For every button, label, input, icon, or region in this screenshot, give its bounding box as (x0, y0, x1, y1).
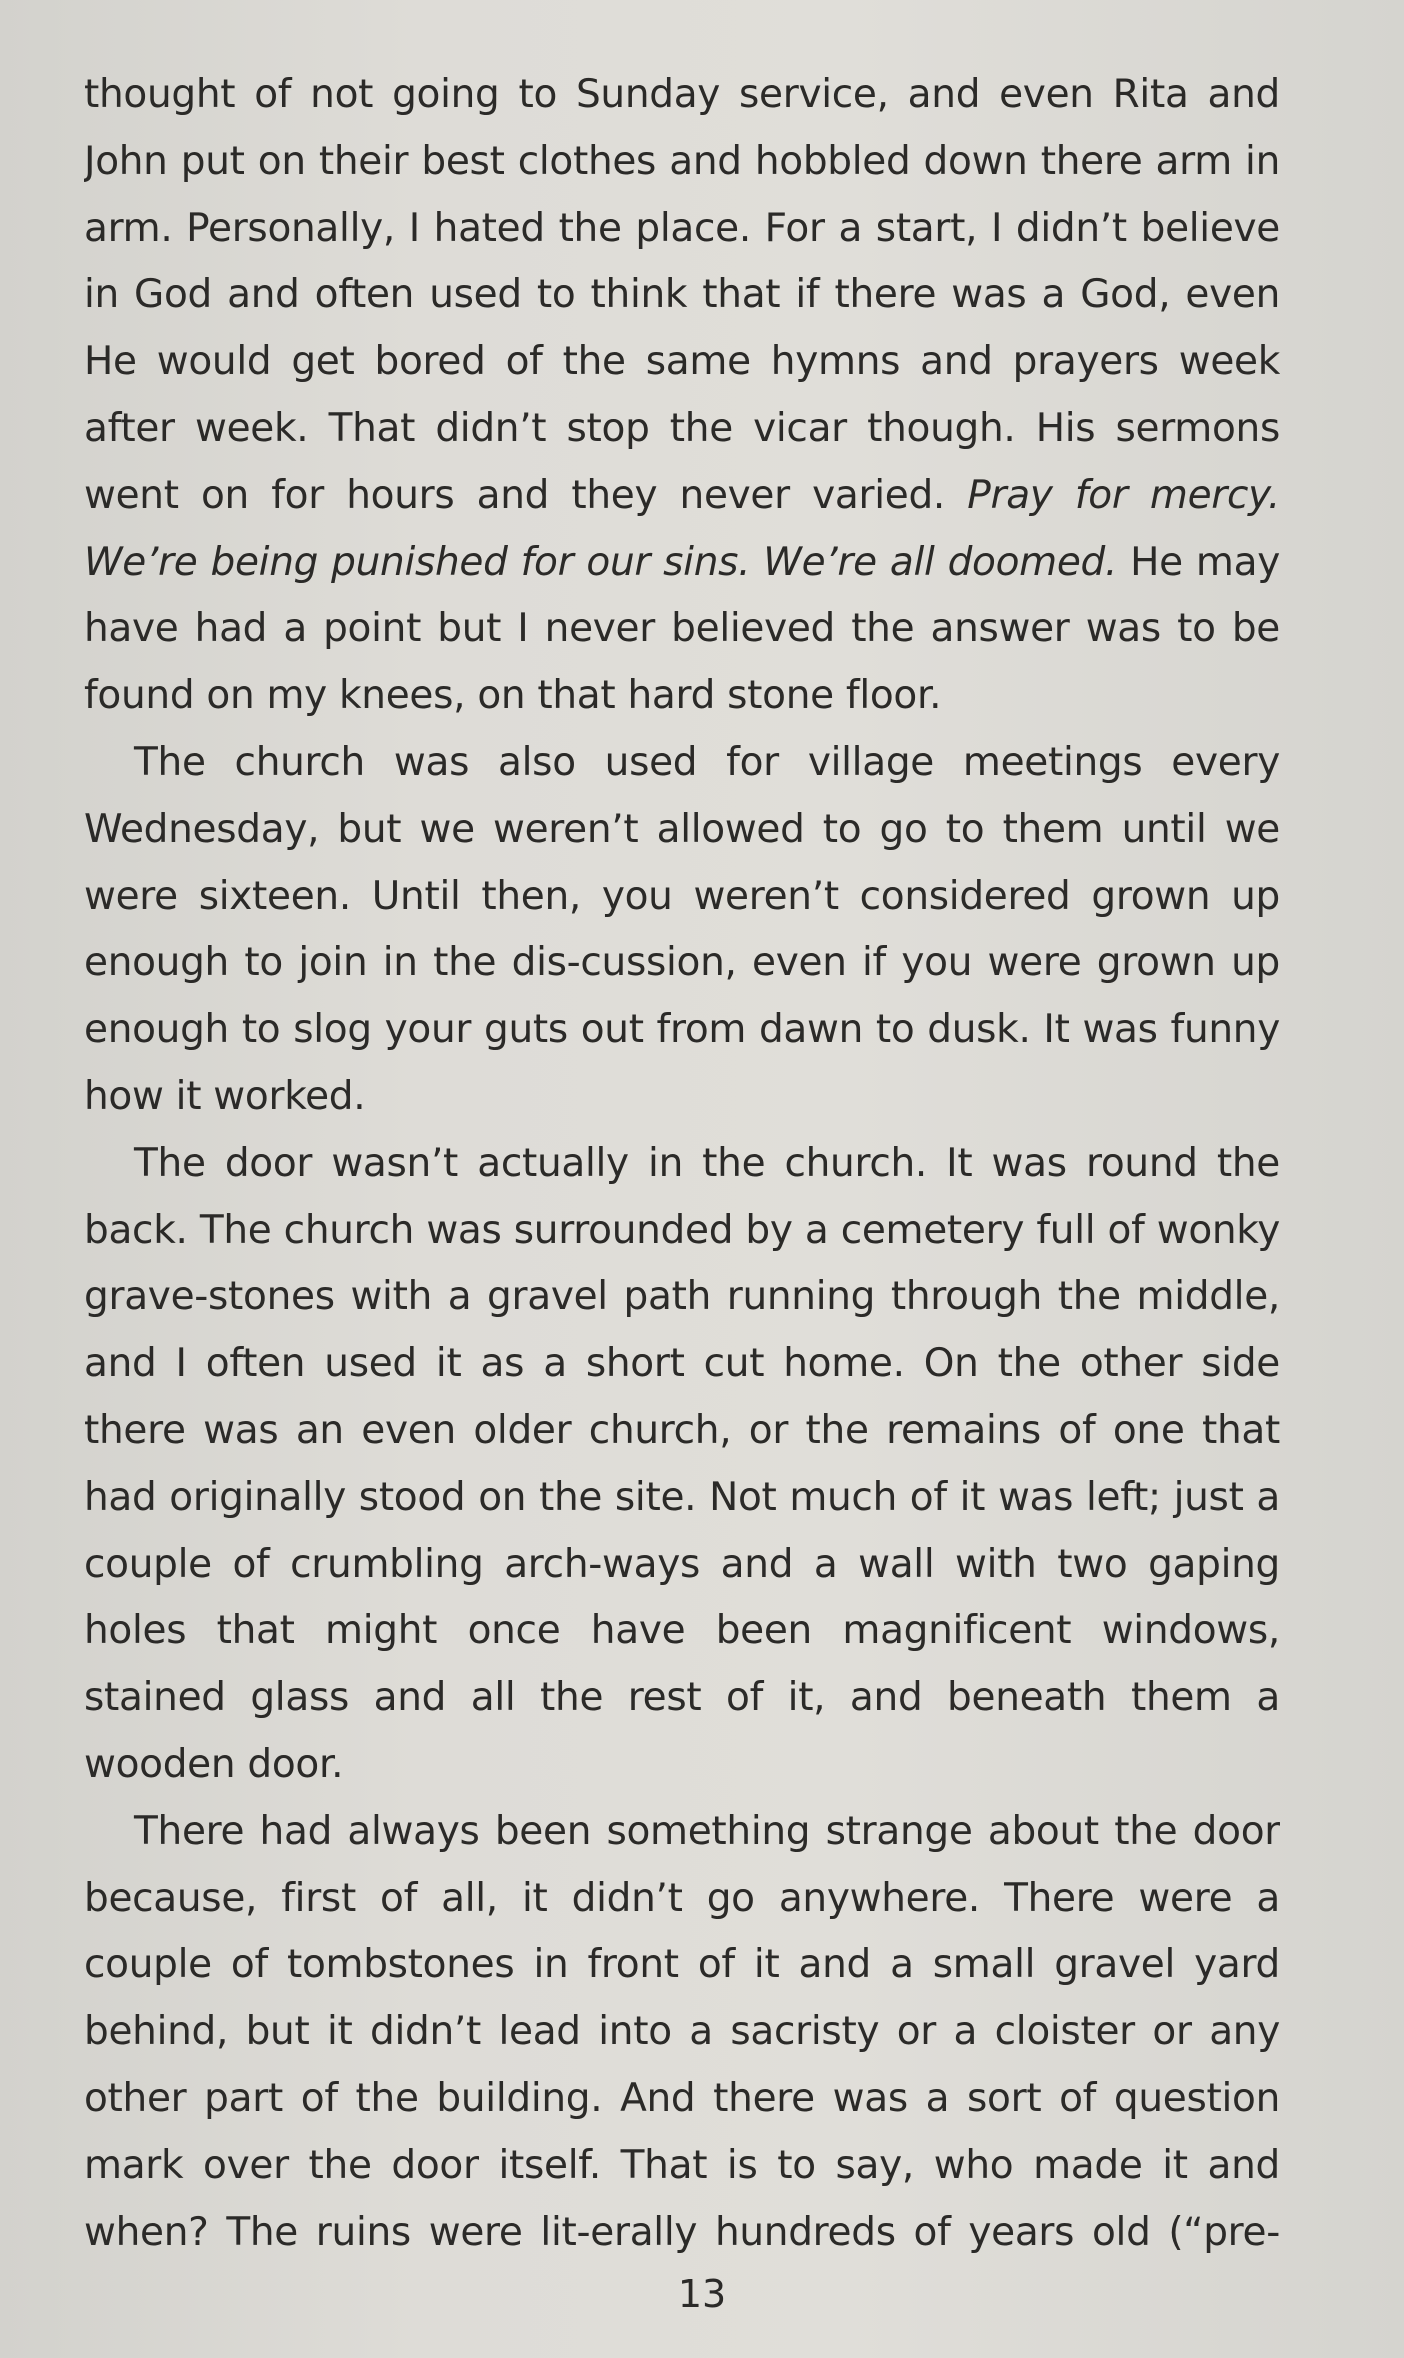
text-run: There had always been something strange about the door because, first of all, it didn’t go anywhere. There were a couple of tombstones in front of it and a small gravel yard behind, but it didn’t lead into a sacristy or a cloister or any other part of the building. And there was a sort of question mark over the door itself. That is to say, who made it and when? The ruins were lit-erally hundreds of years old (“pre- (84, 1808, 1280, 2255)
text-run: He may have had a point but I never believed the answer was to be found on my knees, on that hard stone floor. (84, 539, 1280, 719)
paragraph-3 (84, 1131, 1280, 1799)
paragraph-4 (84, 1799, 1280, 2262)
text-run: The church was also used for village meetings every Wednesday, but we weren’t allowed to go to them until we were sixteen. Until then, you weren’t considered grown up enough to join in the dis-cussion, even if you were grown up enough to slog your guts out from dawn to dusk. It was funny how it worked. (84, 739, 1280, 1119)
book-page (84, 62, 1280, 2262)
paragraph-1 (84, 62, 1280, 730)
italic-text-run: Pray for mercy. We’re being punished for our sins. We’re all doomed. (84, 472, 1280, 585)
text-run: thought of not going to Sunday service, and even Rita and John put on their best clothes and hobbled down there arm in arm. Personally, I hated the place. For a start, I didn’t believe in God and often used to think that if there was a God, even He would get bored of the same hymns and prayers week after week. That didn’t stop the vicar though. His sermons went on for hours and they never varied. (84, 72, 1280, 518)
text-run: The door wasn’t actually in the church. It was round the back. The church was surrounded by a cemetery full of wonky grave-stones with a gravel path running through the middle, and I often used it as a short cut home. On the other side there was an even older church, or the remains of one that had originally stood on the site. Not much of it was left; just a couple of crumbling arch-ways and a wall with two gaping holes that might once have been magnificent windows, stained glass and all the rest of it, and beneath them a wooden door. (84, 1140, 1280, 1787)
paragraph-2 (84, 730, 1280, 1131)
page-number: 13 (677, 2272, 727, 2316)
